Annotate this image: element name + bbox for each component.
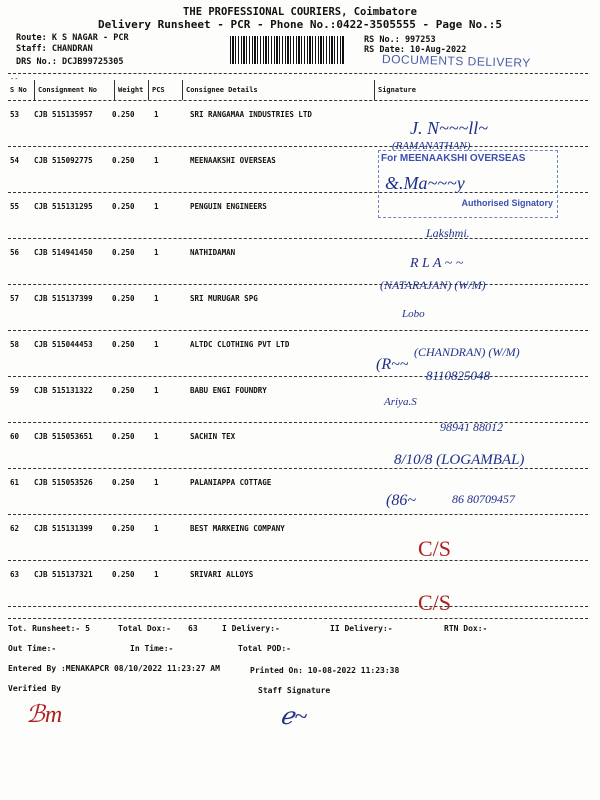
cell-sno: 53 [10, 110, 20, 119]
cell-name: SRI MURUGAR SPG [190, 294, 258, 303]
col-signature: Signature [378, 86, 416, 94]
row-divider [8, 514, 588, 515]
signature-mark: &.Ma~~~y [385, 173, 465, 193]
col-divider [182, 80, 183, 100]
cell-sno: 61 [10, 478, 20, 487]
signature-mark: (R~~ [376, 356, 409, 373]
seal-authorised: Authorised Signatory [461, 198, 553, 208]
table-row [0, 386, 600, 432]
signature-53: (RAMANATHAN) [392, 140, 471, 152]
cell-sno: 55 [10, 202, 20, 211]
rtn-dox: RTN Dox:- [444, 624, 488, 633]
rs-number: RS No.: 997253 [364, 35, 436, 45]
cell-weight: 0.250 [112, 156, 135, 165]
drs-number: DRS No.: DCJB99725305 [16, 57, 124, 67]
col-divider [34, 80, 35, 100]
row-divider [8, 560, 588, 561]
cell-cno: CJB 515135957 [34, 110, 93, 119]
cell-cno: CJB 515131295 [34, 202, 93, 211]
header-divider [8, 100, 588, 101]
in-time: In Time:- [130, 644, 174, 653]
cell-name: ALTDC CLOTHING PVT LTD [190, 340, 290, 349]
cell-name: MEENAAKSHI OVERSEAS [190, 156, 276, 165]
cell-cno: CJB 514941450 [34, 248, 93, 257]
cell-weight: 0.250 [112, 432, 135, 441]
cell-sno: 57 [10, 294, 20, 303]
cell-sno: 60 [10, 432, 20, 441]
cell-pcs: 1 [154, 386, 159, 395]
signature-61-phone: 86 80709457 [452, 492, 515, 506]
cell-pcs: 1 [154, 340, 159, 349]
signature-mark: (86~ [386, 492, 416, 509]
col-consignment: Consignment No [38, 86, 98, 94]
cell-cno: CJB 515137321 [34, 570, 93, 579]
cell-name: SRI RANGAMAA INDUSTRIES LTD [190, 110, 312, 119]
cell-weight: 0.250 [112, 386, 135, 395]
cell-sno: 56 [10, 248, 20, 257]
table-row [0, 248, 600, 294]
cell-weight: 0.250 [112, 248, 135, 257]
col-divider [114, 80, 115, 100]
signature-mark: Lakshmi. [426, 226, 470, 240]
total-pod: Total POD:- [238, 644, 291, 653]
cell-pcs: 1 [154, 202, 159, 211]
cell-sno: 63 [10, 570, 20, 579]
row-divider [8, 146, 588, 147]
row-divider [8, 376, 588, 377]
table-row [0, 294, 600, 340]
cell-cno: CJB 515131399 [34, 524, 93, 533]
cell-weight: 0.250 [112, 340, 135, 349]
cell-weight: 0.250 [112, 478, 135, 487]
table-row [0, 570, 600, 616]
cell-name: PENGUIN ENGINEERS [190, 202, 267, 211]
runsheet-subtitle: Delivery Runsheet - PCR - Phone No.:0422-3505555 - Page No.:5 [98, 18, 502, 31]
signature-59-phone: 98941 88012 [440, 420, 503, 434]
cell-pcs: 1 [154, 524, 159, 533]
cell-name: BEST MARKEING COMPANY [190, 524, 285, 533]
cell-sno: 54 [10, 156, 20, 165]
company-seal [378, 150, 558, 218]
cell-pcs: 1 [154, 570, 159, 579]
cell-cno: CJB 515131322 [34, 386, 93, 395]
cell-name: BABU ENGI FOUNDRY [190, 386, 267, 395]
barcode [230, 36, 345, 64]
row-divider [8, 238, 588, 239]
signature-59: Ariya.S [384, 396, 417, 408]
cell-pcs: 1 [154, 156, 159, 165]
cell-sno: 58 [10, 340, 20, 349]
cell-name: PALANIAPPA COTTAGE [190, 478, 272, 487]
cell-sno: 62 [10, 524, 20, 533]
verified-by: Verified By [8, 684, 61, 693]
total-dox-label: Total Dox:- [118, 624, 171, 633]
cell-cno: CJB 515053526 [34, 478, 93, 487]
staff-signature-label: Staff Signature [258, 686, 331, 695]
documents-delivery-stamp: DOCUMENTS DELIVERY [381, 52, 531, 70]
total-runsheet: Tot. Runsheet:- 5 [8, 624, 90, 633]
cell-sno: 59 [10, 386, 20, 395]
cell-name: SRIVARI ALLOYS [190, 570, 254, 579]
cs-mark-62: C/S [418, 536, 452, 561]
signature-57: Lobo [402, 308, 425, 320]
cell-weight: 0.250 [112, 570, 135, 579]
signature-58: (CHANDRAN) (W/M) [414, 345, 520, 359]
cs-mark-63: C/S [418, 590, 452, 615]
row-divider [8, 330, 588, 331]
staff-signature: ℯ~ [280, 704, 308, 730]
route: Route: K S NAGAR - PCR [16, 33, 129, 43]
col-divider [148, 80, 149, 100]
signature-mark: J. N~~~ll~ [410, 118, 488, 138]
cell-weight: 0.250 [112, 524, 135, 533]
rs-date: RS Date: 10-Aug-2022 [364, 45, 467, 55]
seal-company-name: For MEENAAKSHI OVERSEAS [381, 153, 526, 164]
col-pcs: PCS [152, 86, 165, 94]
row-divider [8, 284, 588, 285]
document-title: THE PROFESSIONAL COURIERS, Coimbatore [183, 6, 417, 18]
cell-weight: 0.250 [112, 202, 135, 211]
table-row [0, 524, 600, 570]
col-weight: Weight [118, 86, 144, 94]
entered-by: Entered By :MENAKAPCR 08/10/2022 11:23:27 AM [8, 664, 220, 673]
cell-pcs: 1 [154, 432, 159, 441]
signature-mark: R L A ~ ~ [410, 256, 464, 271]
i-delivery: I Delivery:- [222, 624, 280, 633]
ii-delivery: II Delivery:- [330, 624, 393, 633]
signature-56: (NATARAJAN) (W/M) [380, 278, 486, 292]
verifier-signature: ℬm [26, 702, 63, 728]
staff: Staff: CHANDRAN [16, 44, 93, 54]
footer-divider [8, 618, 588, 619]
cell-cno: CJB 515053651 [34, 432, 93, 441]
total-dox-value: 63 [188, 624, 198, 633]
cell-name: SACHIN TEX [190, 432, 236, 441]
cell-cno: CJB 515137399 [34, 294, 93, 303]
col-dash: -- [10, 75, 19, 83]
row-divider [8, 606, 588, 607]
signature-58-phone: 8110825048 [426, 368, 491, 383]
cell-cno: CJB 515092775 [34, 156, 93, 165]
cell-weight: 0.250 [112, 110, 135, 119]
out-time: Out Time:- [8, 644, 57, 653]
printed-on: Printed On: 10-08-2022 11:23:38 [250, 666, 400, 675]
signature-60: 8/10/8 (LOGAMBAL) [394, 452, 525, 468]
cell-cno: CJB 515044453 [34, 340, 93, 349]
cell-name: NATHIDAMAN [190, 248, 236, 257]
cell-pcs: 1 [154, 294, 159, 303]
cell-pcs: 1 [154, 110, 159, 119]
header-divider [8, 73, 588, 74]
col-consignee: Consignee Details [186, 86, 258, 94]
col-sno: S No [10, 86, 27, 94]
cell-pcs: 1 [154, 478, 159, 487]
cell-pcs: 1 [154, 248, 159, 257]
cell-weight: 0.250 [112, 294, 135, 303]
col-divider [374, 80, 375, 100]
